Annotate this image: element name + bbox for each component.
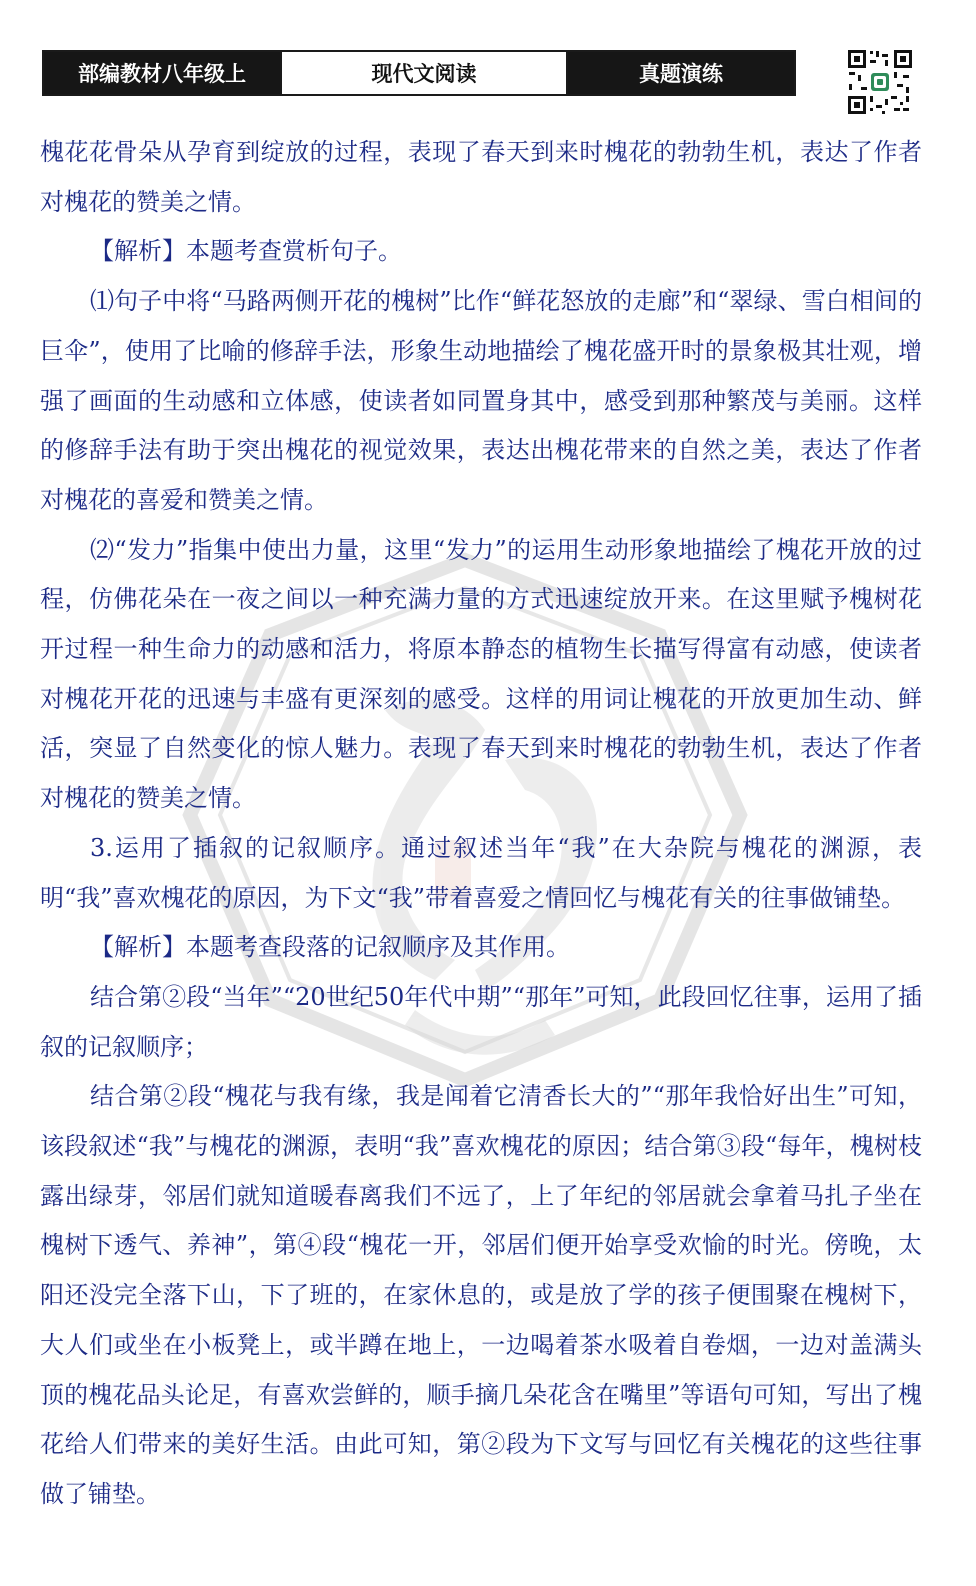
paragraph-continuation: 槐花花骨朵从孕育到绽放的过程，表现了春天到来时槐花的勃勃生机，表达了作者对槐花的赞美之情。 [40,138,922,216]
paragraph-point-2: ⑵“发力”指集中使出力量，这里“发力”的运用生动形象地描绘了槐花开放的过程，仿佛花朵在一夜之间以一种充满力量的方式迅速绽放开来。在这里赋予槐树花开过程一种生命力的动感和活力，将原本静态的植物生长描写得富有动感，使读者对槐花开花的迅速与丰盛有更深刻的感受。这样的用词让槐花的开放更加生动、鲜活，突显了自然变化的惊人魅力。表现了春天到来时槐花的勃勃生机，表达了作者对槐花的赞美之情。 [40,535,922,813]
paragraph-analysis-heading-2: 【解析】本题考查段落的记叙顺序及其作用。 [90,933,570,962]
header-practice-label: 真题演练 [568,52,794,94]
paragraph-explanation-2: 结合第②段“槐花与我有缘，我是闻着它清香长大的”“那年我恰好出生”可知，该段叙述“我”与槐花的渊源，表明“我”喜欢槐花的原因；结合第③段“每年，槐树枝露出绿芽，邻居们就知道暖春离我们不远了，上了年纪的邻居就会拿着马扎子坐在槐树下透气、养神”，第④段“槐花一开，邻居们便开始享受欢愉的时光。傍晚，太阳还没完全落下山，下了班的，在家休息的，或是放了学的孩子便围聚在槐树下，大人们或坐在小板凳上，或半蹲在地上，一边喝着茶水吸着自卷烟，一边对盖满头顶的槐花品头论足，有喜欢尝鲜的，顺手摘几朵花含在嘴里”等语句可知，写出了槐花给人们带来的美好生活。由此可知，第②段为下文写与回忆有关槐花的这些往事做了铺垫。 [40,1082,922,1508]
paragraph-point-1: ⑴句子中将“马路两侧开花的槐树”比作“鲜花怒放的走廊”和“翠绿、雪白相间的巨伞”，使用了比喻的修辞手法，形象生动地描绘了槐花盛开时的景象极其壮观，增强了画面的生动感和立体感，使读者如同置身其中，感受到那种繁茂与美丽。这样的修辞手法有助于突出槐花的视觉效果，表达出槐花带来的自然之美，表达了作者对槐花的喜爱和赞美之情。 [40,287,922,514]
article-body [40,128,922,1520]
header-bar [42,50,796,96]
header-grade-label: 部编教材八年级上 [44,52,280,94]
paragraph-analysis-heading: 【解析】本题考查赏析句子。 [90,237,402,266]
paragraph-explanation-1: 结合第②段“当年”“20世纪50年代中期”“那年”可知，此段回忆往事，运用了插叙的记叙顺序； [40,982,922,1061]
header-section-label: 现代文阅读 [280,52,568,94]
paragraph-answer-3: 3.运用了插叙的记叙顺序。通过叙述当年“我”在大杂院与槐花的渊源，表明“我”喜欢槐花的原因，为下文“我”带着喜爱之情回忆与槐花有关的往事做铺垫。 [40,833,922,912]
qr-code-icon [846,48,914,116]
logo-icon [871,73,889,91]
